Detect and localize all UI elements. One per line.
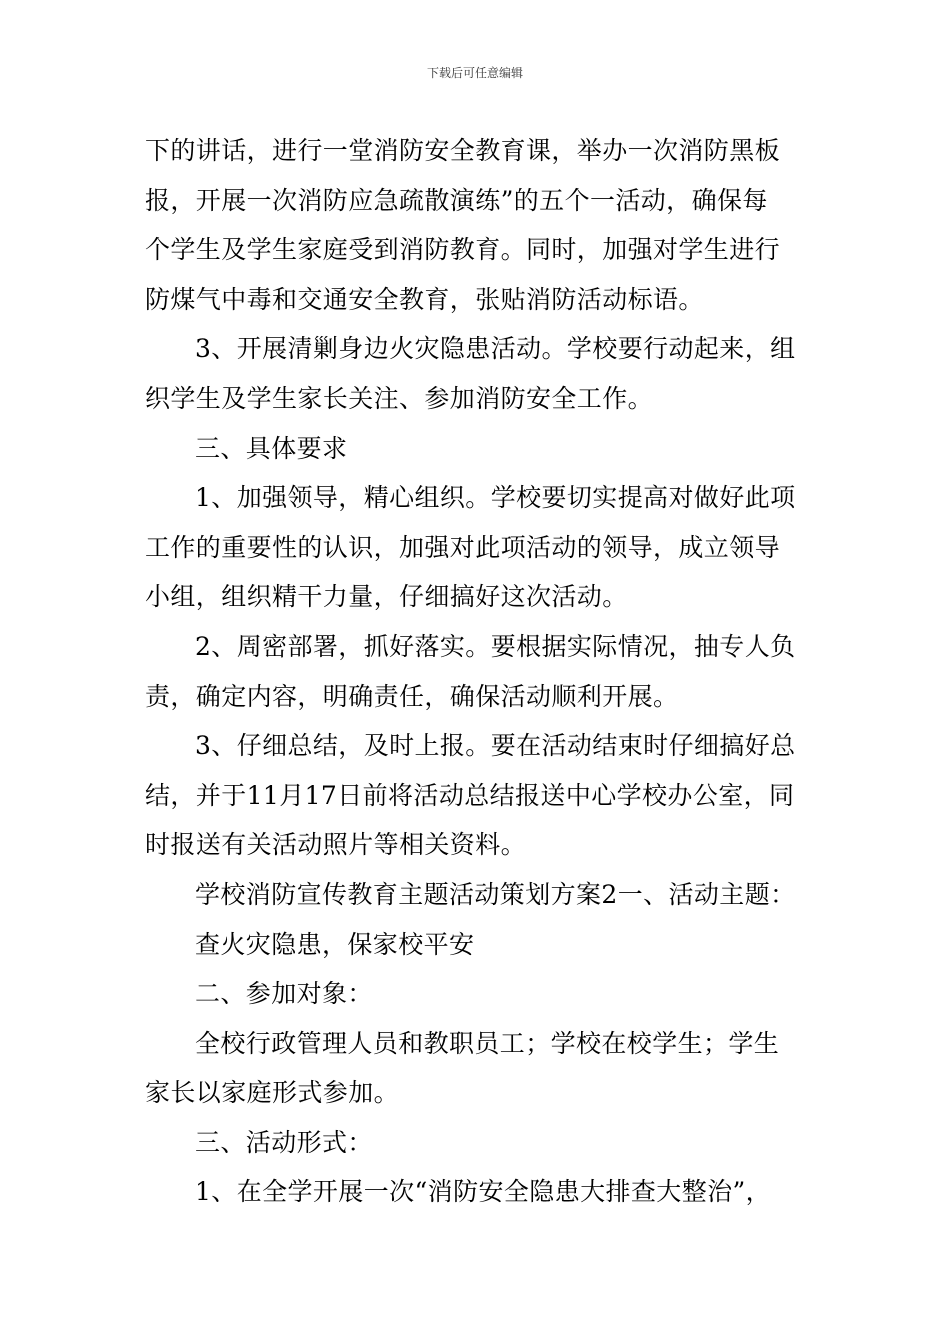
text-line: 查火灾隐患，保家校平安: [195, 929, 475, 959]
plan-title-line: 学校消防宣传教育主题活动策划方案2一、活动主题：: [195, 879, 796, 909]
text-line: 织学生及学生家长关注、参加消防安全工作。: [145, 383, 654, 413]
text-line: 家长以家庭形式参加。: [145, 1078, 400, 1108]
text-line: 1、加强领导，精心组织。学校要切实提高对做好此项: [195, 483, 796, 513]
text-line: 1、在全学开展一次“消防安全隐患大排查大整治”，: [195, 1177, 772, 1207]
section-heading: 三、活动形式：: [195, 1127, 373, 1157]
text-line: 下的讲话，进行一堂消防安全教育课，举办一次消防黑板: [145, 136, 781, 165]
text-line: 2、周密部署，抓好落实。要根据实际情况，抽专人负: [195, 631, 796, 661]
text-line: 个学生及学生家庭受到消防教育。同时，加强对学生进行: [145, 235, 781, 265]
text-line: 责，确定内容，明确责任，确保活动顺利开展。: [145, 681, 679, 711]
text-line: 工作的重要性的认识，加强对此项活动的领导，成立领导: [145, 532, 781, 562]
section-heading: 二、参加对象：: [195, 979, 373, 1009]
page-header-note: 下载后可任意编辑: [426, 66, 523, 80]
document-body: [145, 126, 810, 1217]
text-line: 时报送有关活动照片等相关资料。: [145, 830, 527, 860]
text-line: 防煤气中毒和交通安全教育，张贴消防活动标语。: [145, 284, 704, 314]
text-line: 结，并于11月17日前将活动总结报送中心学校办公室，同: [145, 780, 795, 810]
text-line: 3、开展清剿身边火灾隐患活动。学校要行动起来，组: [195, 334, 796, 364]
section-heading: 三、具体要求: [195, 433, 348, 463]
text-line: 小组，组织精干力量，仔细搞好这次活动。: [145, 582, 628, 612]
text-line: 报，开展一次消防应急疏散演练”的五个一活动，确保每: [145, 185, 768, 215]
text-line: 3、仔细总结，及时上报。要在活动结束时仔细搞好总: [195, 731, 796, 761]
text-line: 全校行政管理人员和教职员工；学校在校学生；学生: [195, 1028, 780, 1058]
